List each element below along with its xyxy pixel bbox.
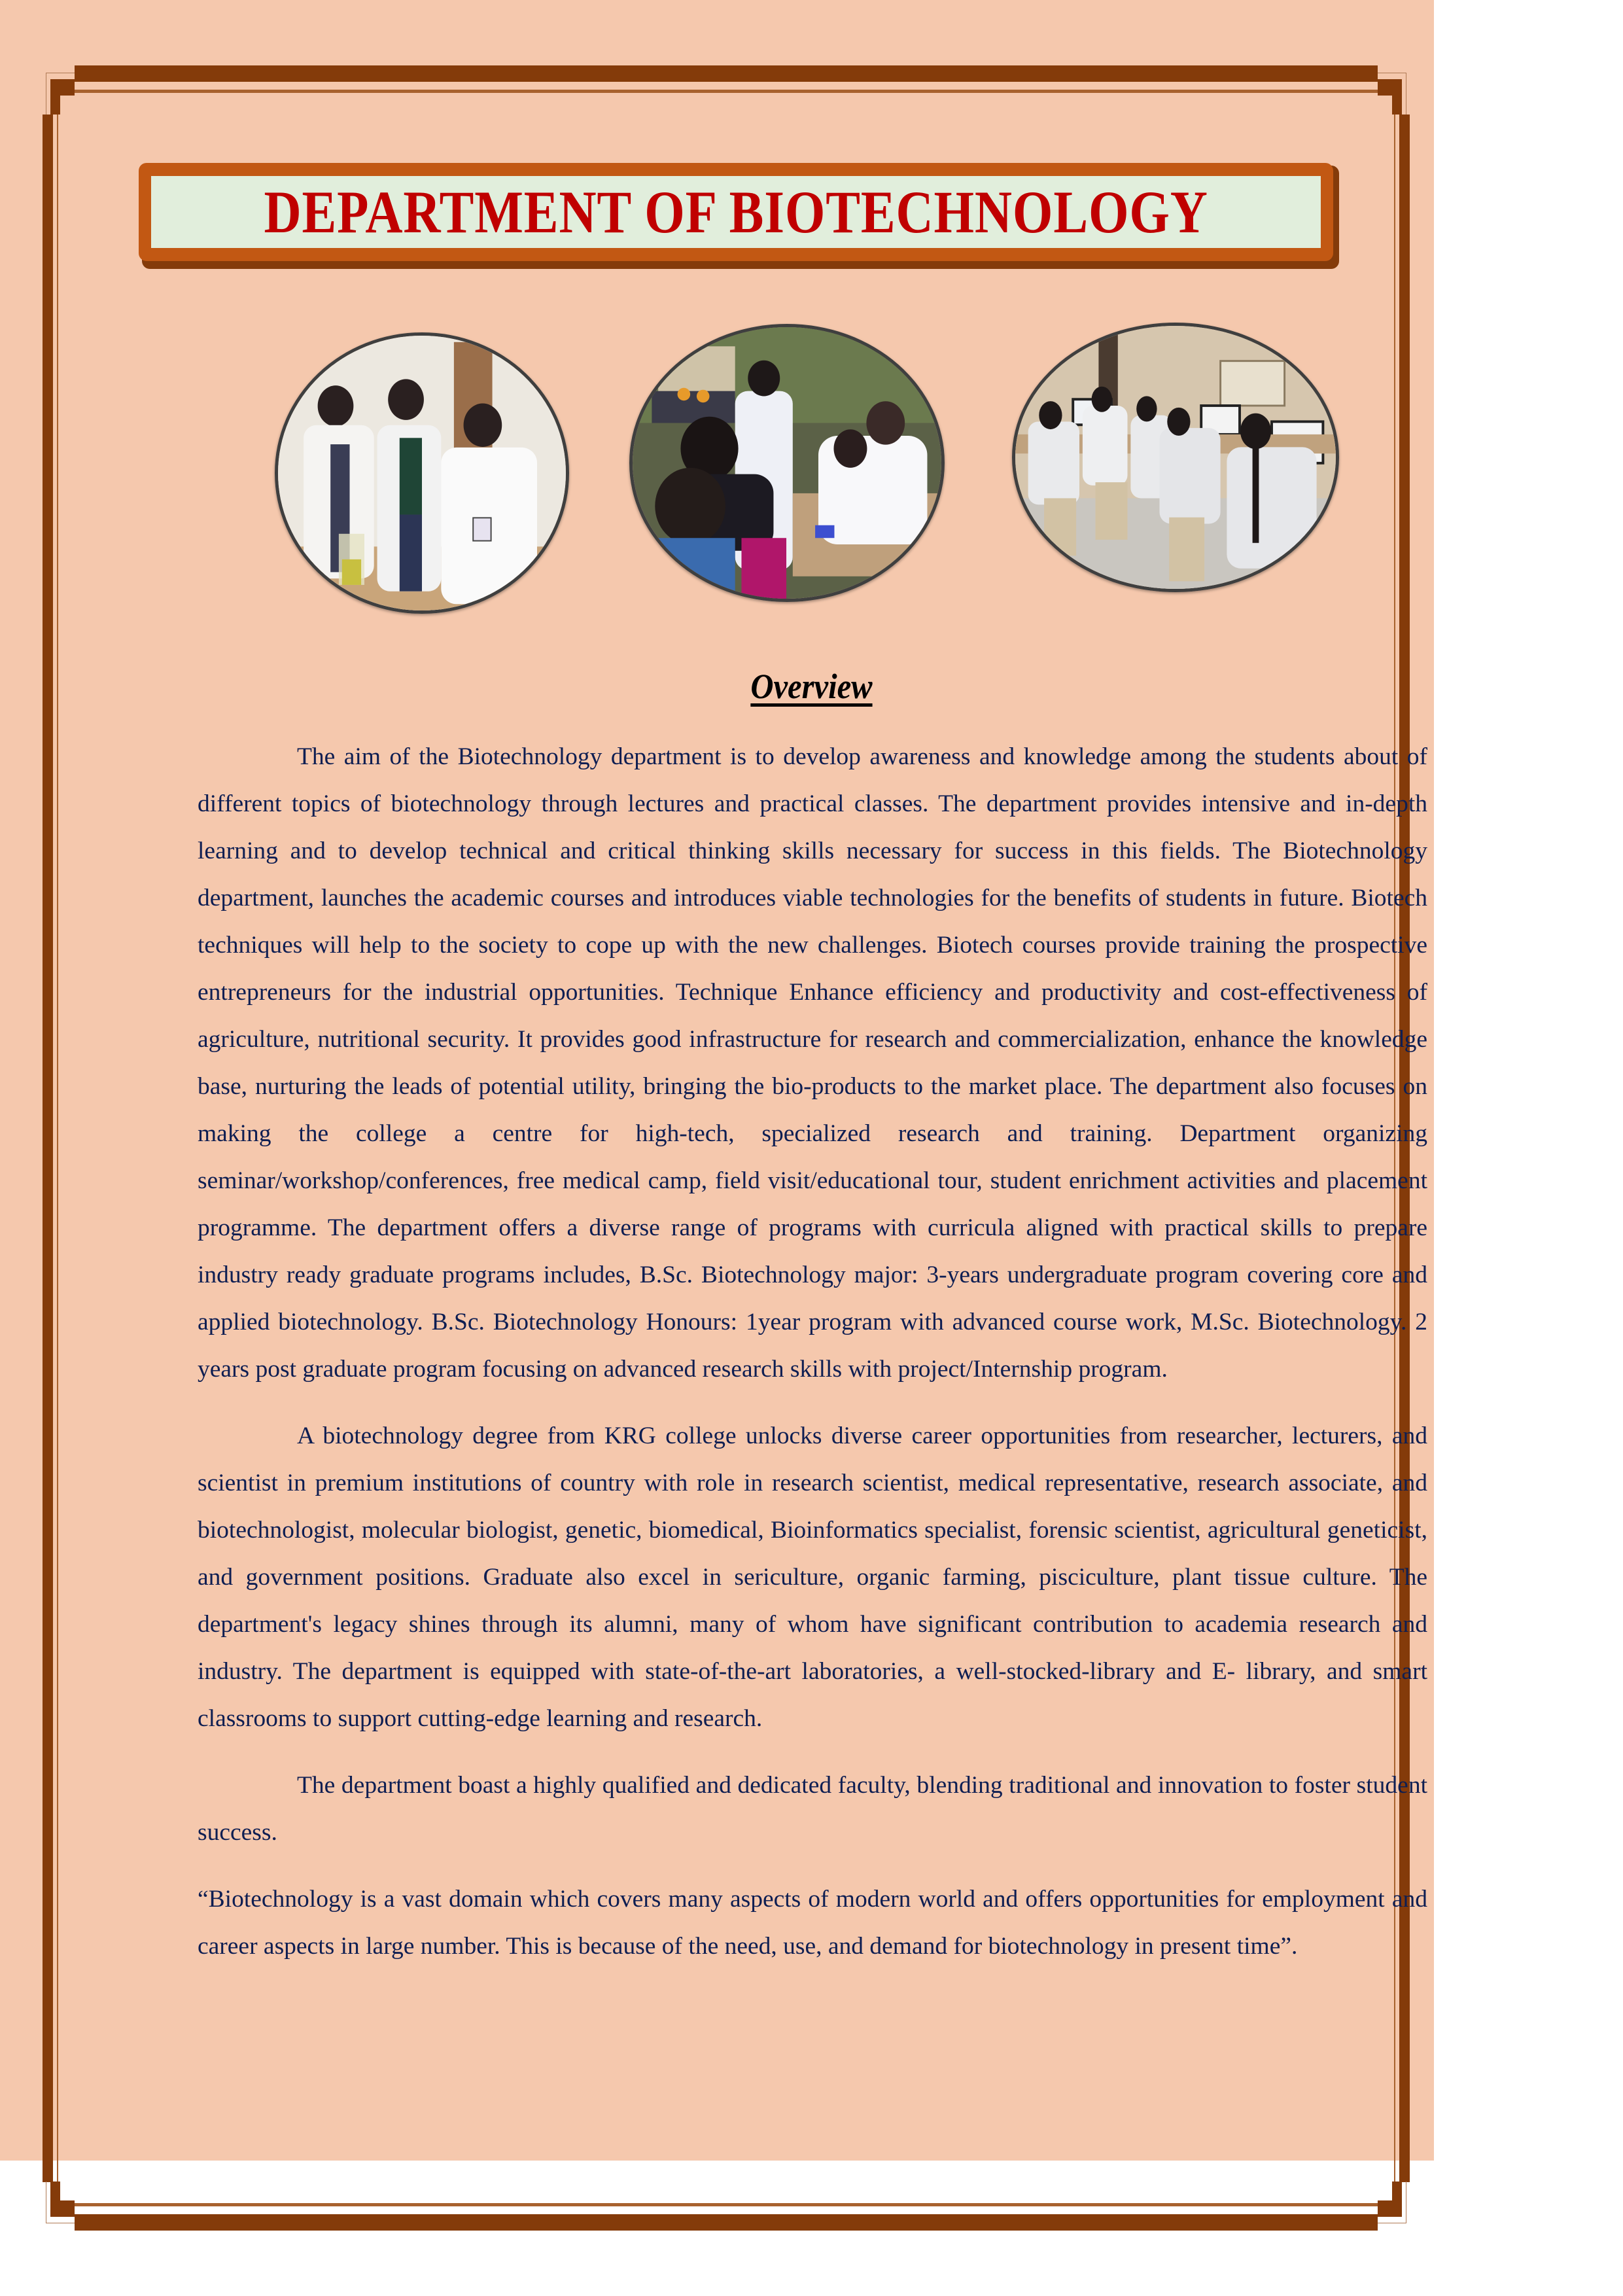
page-title: DEPARTMENT OF BIOTECHNOLOGY <box>264 179 1208 245</box>
photo-lab-students <box>275 332 569 614</box>
lab-students-image <box>278 336 566 610</box>
photo-medical-camp <box>629 324 945 602</box>
paragraph-careers: A biotechnology degree from KRG college unlocks diverse career opportunities from researcher, lecturers, and scientist in premium institutions of country with role in research scientist, medical representative, research associate, and biotechnologist, molecular biologist, genetic, biomedical, Bioinformatics specialist, forensic scientist, agricultural geneticist, and government positions. Graduate also excel in sericulture, organic farming, pisciculture, plant tissue culture. The department's legacy shines through its alumni, many of whom have significant contribution to academia research and industry. The department is equipped with state-of-the-art laboratories, a well-stocked-library and E- library, and smart classrooms to support cutting-edge learning and research. <box>198 1422 1427 1732</box>
paragraph-faculty: The department boast a highly qualified and dedicated faculty, blending traditional and innovation to foster student success. <box>198 1772 1427 1846</box>
overview-heading-text: Overview <box>750 667 873 706</box>
medical-camp-image <box>633 327 941 599</box>
title-banner-inner <box>151 176 1321 248</box>
overview-heading <box>0 666 1623 707</box>
overview-body <box>198 733 1427 1990</box>
paragraph-quote: “Biotechnology is a vast domain which covers many aspects of modern world and offers opportunities for employment and career aspects in large number. This is because of the need, use, and demand for biotechnology in present time”. <box>198 1886 1427 1960</box>
computer-lab-image <box>1015 326 1336 589</box>
photo-computer-lab <box>1012 323 1339 592</box>
title-banner <box>139 163 1333 261</box>
paragraph-aim: The aim of the Biotechnology department is to develop awareness and knowledge among the students about of different topics of biotechnology through lectures and practical classes. The department provides intensive and in-depth learning and to develop technical and critical thinking skills necessary for success in this fields. The Biotechnology department, launches the academic courses and introduces viable technologies for the benefits of students in future. Biotech techniques will help to the society to cope up with the new challenges. Biotech courses provide training the prospective entrepreneurs for the industrial opportunities. Technique Enhance efficiency and productivity and cost-effectiveness of agriculture, nutritional security. It provides good infrastructure for research and commercialization, enhance the knowledge base, nurturing the leads of potential utility, bringing the bio-products to the market place. The department also focuses on making the college a centre for high-tech, specialized research and training. Department organizing seminar/workshop/conferences, free medical camp, field visit/educational tour, student enrichment activities and placement programme. The department offers a diverse range of programs with curricula aligned with practical skills to prepare industry ready graduate programs includes, B.Sc. Biotechnology major: 3-years undergraduate program covering core and applied biotechnology. B.Sc. Biotechnology Honours: 1year program with advanced course work, M.Sc. Biotechnology. 2 years post graduate program focusing on advanced research skills with project/Internship program. <box>198 743 1427 1383</box>
